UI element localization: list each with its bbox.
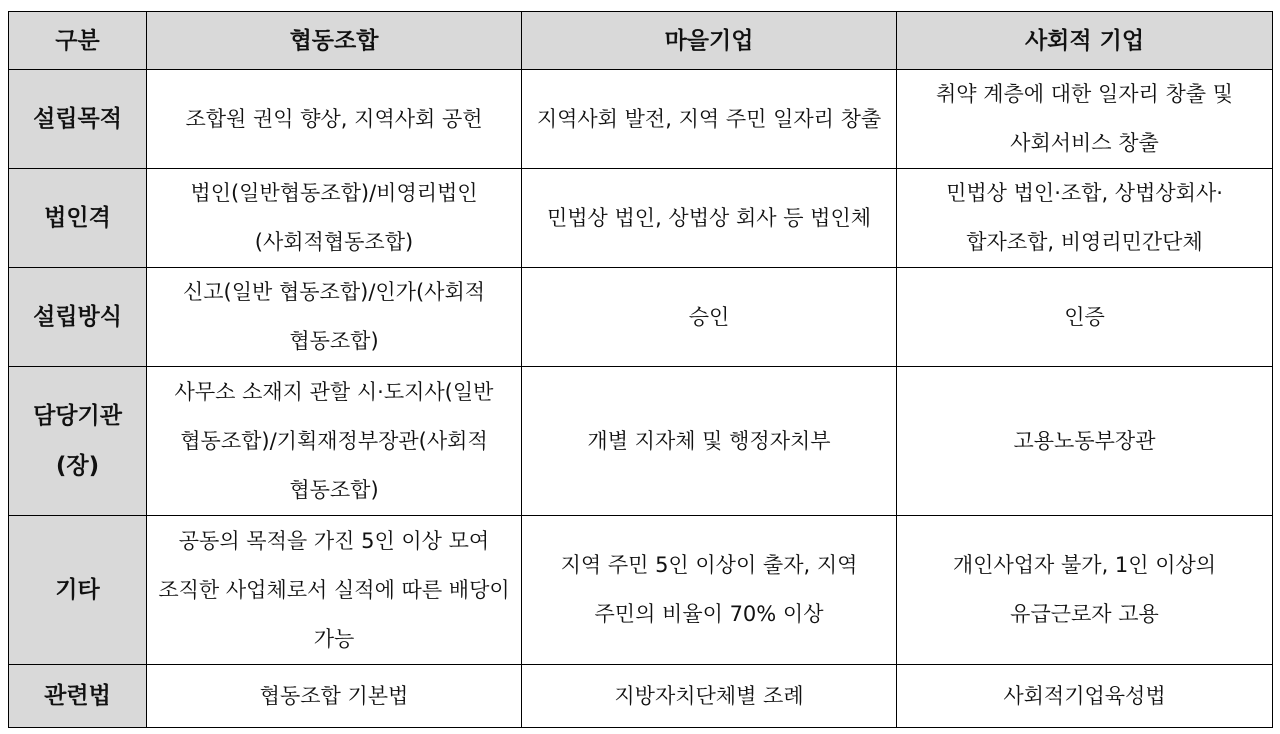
table-cell: 지역사회 발전, 지역 주민 일자리 창출 (522, 70, 897, 169)
table-cell: 고용노동부장관 (897, 367, 1273, 516)
table-row (9, 70, 1273, 169)
table-cell: 협동조합 기본법 (147, 665, 522, 728)
table-cell: 지역 주민 5인 이상이 출자, 지역 주민의 비율이 70% 이상 (522, 516, 897, 665)
header-category: 구분 (9, 12, 147, 70)
row-label: 관련법 (9, 665, 147, 728)
header-village-enterprise: 마을기업 (522, 12, 897, 70)
row-label: 담당기관(장) (9, 367, 147, 516)
table-row (9, 516, 1273, 665)
table-cell: 지방자치단체별 조례 (522, 665, 897, 728)
table-cell: 신고(일반 협동조합)/인가(사회적 협동조합) (147, 268, 522, 367)
table-cell: 공동의 목적을 가진 5인 이상 모여 조직한 사업체로서 실적에 따른 배당이 가능 (147, 516, 522, 665)
table-row (9, 665, 1273, 728)
table-row (9, 367, 1273, 516)
table-cell: 조합원 권익 향상, 지역사회 공헌 (147, 70, 522, 169)
row-label: 법인격 (9, 169, 147, 268)
header-social-enterprise: 사회적 기업 (897, 12, 1273, 70)
header-row (9, 12, 1273, 70)
table-cell: 법인(일반협동조합)/비영리법인 (사회적협동조합) (147, 169, 522, 268)
table-row (9, 268, 1273, 367)
table-cell: 사회적기업육성법 (897, 665, 1273, 728)
table-cell: 민법상 법인·조합, 상법상회사·합자조합, 비영리민간단체 (897, 169, 1273, 268)
table-cell: 개별 지자체 및 행정자치부 (522, 367, 897, 516)
header-cooperative: 협동조합 (147, 12, 522, 70)
row-label: 설립목적 (9, 70, 147, 169)
row-label: 기타 (9, 516, 147, 665)
table-cell: 인증 (897, 268, 1273, 367)
table-cell: 사무소 소재지 관할 시·도지사(일반 협동조합)/기획재정부장관(사회적 협동조합) (147, 367, 522, 516)
table-cell: 취약 계층에 대한 일자리 창출 및 사회서비스 창출 (897, 70, 1273, 169)
row-label: 설립방식 (9, 268, 147, 367)
table-row (9, 169, 1273, 268)
table-cell: 승인 (522, 268, 897, 367)
comparison-table (8, 11, 1273, 728)
table-cell: 민법상 법인, 상법상 회사 등 법인체 (522, 169, 897, 268)
table-cell: 개인사업자 불가, 1인 이상의 유급근로자 고용 (897, 516, 1273, 665)
